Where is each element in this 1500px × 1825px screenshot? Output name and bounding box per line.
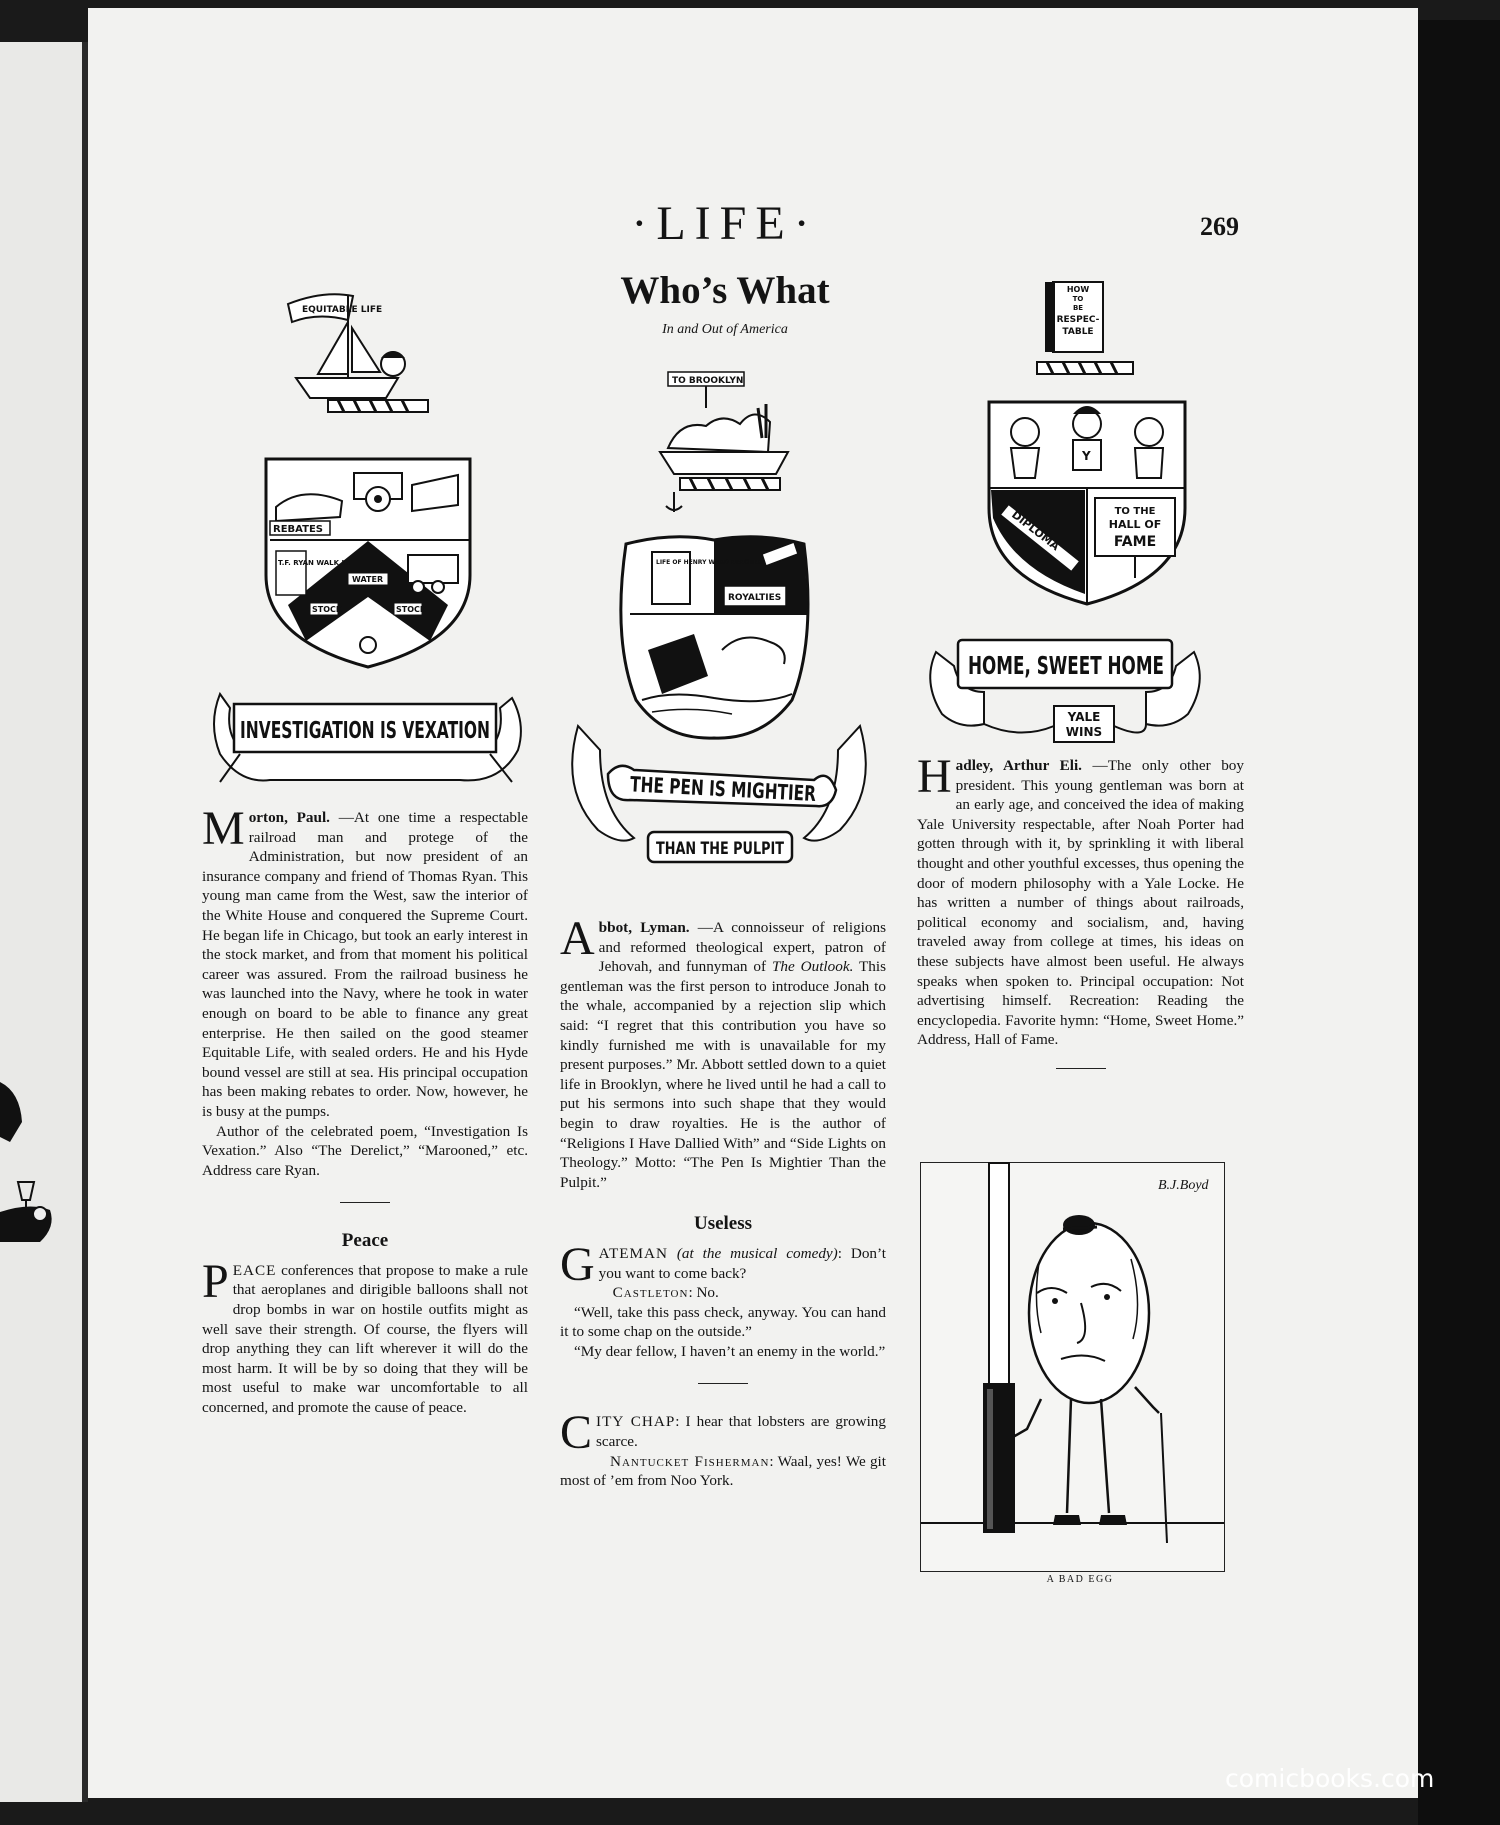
svg-text:REBATES: REBATES xyxy=(273,524,323,535)
svg-text:EQUITABLE LIFE: EQUITABLE LIFE xyxy=(302,305,383,315)
divider-rule xyxy=(1056,1068,1106,1069)
morton-motto-banner xyxy=(200,684,530,794)
svg-text:TO BROOKLYN: TO BROOKLYN xyxy=(672,376,744,386)
svg-text:FAME: FAME xyxy=(1113,534,1157,550)
abbot-paragraph xyxy=(560,912,886,1192)
column-2 xyxy=(560,912,887,1491)
svg-text:LIFE OF HENRY WARD BEECHER: LIFE OF HENRY WARD BEECHER xyxy=(656,559,763,566)
morton-paragraph xyxy=(202,802,529,1122)
useless-entry xyxy=(560,1214,886,1361)
lobsters-line-2-text: : Waal, yes! We git most of ’em from Noo York. xyxy=(560,1452,886,1490)
svg-text:YALE: YALE xyxy=(1067,710,1101,724)
peace-heading: Peace xyxy=(341,1230,389,1252)
lobsters-entry xyxy=(560,1406,886,1490)
useless-heading: Useless xyxy=(693,1213,753,1235)
svg-text:HOW: HOW xyxy=(1066,285,1090,294)
lobsters-speaker-1: ITY CHAP xyxy=(596,1413,676,1431)
article-subtitle: In and Out of America xyxy=(662,322,788,337)
abbot-horns-banner xyxy=(560,720,886,880)
divider-rule xyxy=(698,1383,748,1384)
svg-text:THE PEN IS MIGHTIER: THE PEN IS MIGHTIER xyxy=(629,772,886,810)
page-number: 269 xyxy=(1200,212,1239,241)
useless-dropcap: G xyxy=(560,1237,595,1291)
abbot-entry xyxy=(560,912,886,1192)
left-page-figure xyxy=(0,1082,62,1242)
abbot-shield xyxy=(612,530,817,742)
abbot-dropcap: A xyxy=(560,912,595,965)
morton-text: —At one time a respectable railroad man and protege of the Administration, but now president of an insurance company and friend of Thomas Ryan. This young man came from the West, saw the interior of the White House and conquered the Supreme Court. He began life in Chicago, but took an early interest in the stock market, and from that moment his political career was assured. From the railroad business he was launched into the Navy, where he took in water enough on board to be able to finance any great enterprise. He then sailed on the good steamer Equitable Life, with sealed orders. He and his Hyde bound vessel are still at sea. His principal occupation has been making rebates to order. Now, however, he is busy at the pumps. xyxy=(202,809,529,1120)
morton-author-paragraph: Author of the celebrated poem, “Investigation Is Vexation.” Also “The Derelict,” “Marooned,” etc. Address care Ryan. xyxy=(202,1122,528,1179)
column-1 xyxy=(202,802,529,1418)
abbot-text-b: This gentleman was the first person to introduce Jonah to the whale, accompanied by a rejection slip which said: “I regret that this contribution you have so kindly furnished me with is unavailable for my present purposes.” Mr. Abbott settled down to a quiet life in Brooklyn, where he lived until he had a call to put his sermons into such shape that they would begin to draw royalties. He is the author of “Religions I Have Dallied With” and “Side Lights on Theology.” Motto: “The Pen Is Mightier Than the Pulpit.” xyxy=(560,958,886,1191)
svg-text:STOCK: STOCK xyxy=(396,605,427,614)
peace-text: conferences that propose to make a rule that aeroplanes and dirigible balloons shall not drop bombs in war on hostile outfits might as well save their strength. Of course, the flyers will drop anything they can lift wherever it will do the most harm. It will be by so doing that they will be most useful to make war uncomfortable to all concerned, and promote the cause of peace. xyxy=(202,1261,528,1417)
cartoon-caption: A BAD EGG xyxy=(1046,1574,1114,1585)
abbot-text-a: —A connoisseur of religions and reformed theological expert, patron of Jehovah, and funnyman of xyxy=(598,919,886,976)
svg-text:INVESTIGATION IS VEXATION: INVESTIGATION IS VEXATION xyxy=(240,718,490,744)
svg-text:ROYALTIES: ROYALTIES xyxy=(728,593,782,603)
svg-text:BE: BE xyxy=(1072,304,1084,312)
lobsters-dropcap: C xyxy=(560,1406,593,1460)
svg-text:WINS: WINS xyxy=(1065,725,1103,739)
bad-egg-cartoon xyxy=(920,1162,1225,1572)
useless-stage-direction: (at the musical comedy) xyxy=(676,1244,838,1262)
hadley-name: adley, Arthur Eli. xyxy=(955,757,1082,774)
hadley-book-crest xyxy=(1035,280,1135,380)
svg-text:HALL OF: HALL OF xyxy=(1108,518,1162,531)
abbot-name: bbot, Lyman. xyxy=(598,919,690,936)
abbot-ark-crest xyxy=(650,368,800,516)
bad-egg-drawing xyxy=(921,1163,1224,1571)
useless-line-3: “Well, take this pass check, anyway. You can hand it to some chap on the outside.” xyxy=(560,1303,886,1341)
svg-text:TABLE: TABLE xyxy=(1062,327,1094,337)
hadley-shield xyxy=(985,398,1189,606)
column-3 xyxy=(917,750,1244,1069)
useless-line-2 xyxy=(560,1283,886,1303)
right-edge xyxy=(1418,20,1500,1825)
svg-text:TO: TO xyxy=(1072,295,1084,303)
svg-text:HOME, SWEET HOME: HOME, SWEET HOME xyxy=(968,651,1164,680)
hadley-dropcap: H xyxy=(917,750,952,803)
svg-text:TO THE: TO THE xyxy=(1114,506,1156,517)
morton-name: orton, Paul. xyxy=(248,809,330,826)
peace-entry xyxy=(202,1231,528,1417)
hadley-motto-banner xyxy=(920,622,1210,746)
hadley-text: —The only other boy president. This young gentleman was born at an early age, and conceived the idea of making Yale University respectable, after Noah Porter had gotten through with it, by sprinkling it with liberal thought and other youthful excesses, thus opening the door of modern philosophy with a Yale Locke. He has written a number of things about railroads, political economy and socialism, and, having traveled away from college at times, his ideas on these subjects have almost been useful. He always speaks when spoken to. Principal occupation: Not advertising himself. Recreation: Reading the encyclopedia. Favorite hymn: “Home, Sweet Home.” Address, Hall of Fame. xyxy=(917,757,1244,1049)
svg-text:STOCK: STOCK xyxy=(312,605,343,614)
peace-lead: EACE xyxy=(232,1261,277,1279)
svg-text:DIPLOMA: DIPLOMA xyxy=(1009,508,1062,554)
site-watermark: comicbooks.com xyxy=(1225,1764,1435,1793)
useless-line-1-text: : Don’t you want to come back? xyxy=(598,1244,887,1282)
morton-dropcap: M xyxy=(202,802,245,855)
useless-speaker-2: Castleton xyxy=(612,1284,689,1302)
article-title: Who’s What xyxy=(620,269,830,312)
lobsters-line-1-text: : I hear that lobsters are growing scarce. xyxy=(596,1413,886,1451)
morton-ship-crest xyxy=(268,282,438,422)
left-page-edge xyxy=(0,42,88,1802)
svg-text:T.F. RYAN WALK IN: T.F. RYAN WALK IN xyxy=(278,559,350,567)
hadley-paragraph xyxy=(917,750,1244,1050)
useless-line-4: “My dear fellow, I haven’t an enemy in the world.” xyxy=(574,1342,886,1360)
svg-text:THAN THE PULPIT: THAN THE PULPIT xyxy=(656,839,785,859)
svg-text:Y: Y xyxy=(1082,449,1091,463)
peace-paragraph xyxy=(202,1254,528,1418)
svg-text:WATER: WATER xyxy=(352,575,384,584)
artist-signature: B.J.Boyd xyxy=(1158,1178,1209,1193)
hadley-entry xyxy=(917,750,1244,1050)
morton-entry xyxy=(202,802,529,1180)
morton-shield xyxy=(262,455,474,670)
useless-line-2-text: : No. xyxy=(688,1284,719,1302)
masthead: ·LIFE· xyxy=(631,197,819,250)
lobsters-line-1 xyxy=(560,1406,886,1460)
divider-rule xyxy=(340,1202,390,1203)
peace-dropcap: P xyxy=(202,1254,229,1308)
svg-text:RESPEC-: RESPEC- xyxy=(1056,315,1100,325)
lobsters-line-2 xyxy=(560,1452,886,1491)
useless-speaker-1: ATEMAN xyxy=(598,1244,668,1262)
lobsters-speaker-2: Nantucket Fisherman xyxy=(610,1452,770,1470)
abbot-outlook: The Outlook. xyxy=(771,958,854,976)
useless-line-1 xyxy=(560,1237,887,1291)
